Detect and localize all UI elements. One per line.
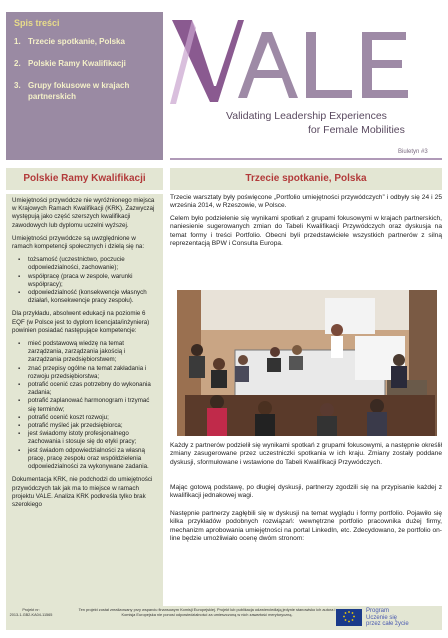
right-paragraph-5: Następnie partnerzy zagłębili się w dyskusji na temat wyglądu i formy portfolio. Pojawiło się kilka przykładów podobnych rozwiązań: wewnętrzne portfolio pracownika dużej firmy, mechanizm aprobowania umiejętności na portal LinkedIn, etc. Zdecydowano, że portfolio on-line będzie umożliwiało ocenę dwóm stronom:	[170, 510, 442, 543]
vale-logo	[170, 12, 442, 160]
right-paragraph-2: Celem było podzielenie się wynikami spotkań z grupami fokusowymi w krajach partnerskich, naniesienie sugerowanych zmian do Tabeli Kwalifikacji Przywódczych oraz dyskusja na temat formy i treści Portfolio. Obecni byli przedstawiciele wszystkich partnerów z silną reprezentacją BPW i Consulta Europa.	[170, 214, 442, 248]
program-line-2: Uczenie się	[366, 614, 398, 621]
program-label	[366, 608, 409, 628]
eu-flag-icon	[336, 609, 362, 626]
eu-stars-icon	[336, 609, 362, 626]
list-item: ▪ potrafić zaplanować harmonogram i trzymać się terminów;	[12, 397, 157, 413]
logo-letter-e	[362, 32, 408, 98]
logo-letter-a	[238, 32, 298, 98]
logo-tagline-1: Validating Leadership Experiences	[226, 110, 387, 122]
toc-list	[14, 36, 160, 113]
section-header-right: Trzecie spotkanie, Polska	[170, 168, 442, 190]
competence-list	[12, 256, 157, 305]
list-item: ▪ współpracę (praca w zespole, warunki współpracy);	[12, 273, 157, 289]
meeting-photo-illustration	[177, 290, 437, 436]
left-paragraph-4: Dokumentacja KRK, nie podchodzi do umiejętności przywódczych tak jak ma to miejsce w ramach projektu VALE. Analiza KRK podkreśla tylko brak szerokiego	[12, 476, 153, 508]
list-item: ▪ odpowiedzialność (konsekwencje własnych działań, konsekwencje pracy zespołu).	[12, 289, 157, 305]
left-column	[6, 194, 163, 606]
right-paragraph-3: Każdy z partnerów podzielił się wynikami spotkań z grupami fokusowymi, a następnie określił zmiany zasugerowane przez uczestniczki spotkania w ich kraju. Zmiany zostały poddane dyskusji, sformułowane i wstawione do Tabeli Kwalifikacji Przywódczych.	[170, 442, 442, 466]
toc-item-number: 3.	[14, 81, 21, 90]
program-line-3: przez całe życie	[366, 621, 409, 627]
list-item: ▪ tożsamość (uczestnictwo, poczucie odpowiedzialności, zachowanie);	[12, 256, 157, 272]
disclaimer: Ten projekt został zrealizowany przy wsparciu finansowym Komisji Europejskiej. Projekt lub publikacja odzwierciedlają jedynie stanowisko ich autora i Komisja Europejska nie ponosi odpowiedzialności za umieszczoną w nich zawartość merytoryczną.	[78, 607, 336, 617]
list-item: ▪ potrafić myśleć jak przedsiębiorca;	[12, 422, 157, 430]
list-item: ▪ potrafić ocenić czas potrzebny do wykonania zadania;	[12, 381, 157, 397]
toc-item-label: Polskie Ramy Kwalifikacji	[28, 59, 126, 68]
list-item: ▪ potrafić ocenić koszt rozwoju;	[12, 414, 157, 422]
list-item: ▪ znać przepisy ogólne na temat zakładania i rozwoju przedsiębiorstwa;	[12, 365, 157, 381]
issue-number: Biuletyn #3	[398, 149, 428, 155]
left-paragraph-2: Umiejętności przywódcze są uwzględnione w ramach kompetencji społecznych i dzielą się na:	[12, 234, 145, 251]
right-paragraph-1: Trzecie warsztaty były poświęcone „Portfolio umiejętności przywódczych” i odbyły się 24 i 25 września 2014, w Rzeszowie, w Polsce.	[170, 194, 442, 210]
list-item: ▪ mieć podstawową wiedzę na temat zarządzania, zarządzania jakością i zarządzania przedsiębiorstwem;	[12, 340, 157, 365]
toc-item-1[interactable]	[14, 36, 160, 47]
toc-item-number: 2.	[14, 59, 21, 68]
logo-tagline-2: for Female Mobilities	[308, 124, 405, 136]
vale-logo-mark	[170, 12, 442, 112]
toc-item-2[interactable]	[14, 58, 160, 69]
table-of-contents	[6, 12, 163, 160]
toc-item-label: Grupy fokusowe w krajach partnerskich	[28, 81, 130, 101]
logo-letter-l	[306, 32, 352, 98]
section-header-left: Polskie Ramy Kwalifikacji	[6, 168, 163, 190]
project-label: Projekt nr:	[22, 608, 40, 612]
right-column-top	[170, 194, 442, 252]
toc-item-number: 1.	[14, 37, 21, 46]
toc-title: Spis treści	[14, 18, 60, 28]
toc-item-label: Trzecie spotkanie, Polska	[28, 37, 125, 46]
program-line-1: Program	[366, 608, 390, 614]
list-item: ▪ jest świadom odpowiedzialności za własną pracę, pracę zespołu oraz współdzielenia odpowiedzialności za wykonywane zadania.	[12, 447, 157, 472]
left-paragraph-1: Umiejętności przywódcze nie wyróżnionego miejsca w Krajowych Ramach Kwalifikacji (KRK). Zazwyczaj występują jako część szerszych kwalifikacji zawodowych lub dyplomu uczelni wyższej.	[12, 197, 155, 229]
right-paragraph-4: Mając gotową podstawę, po długiej dyskusji, partnerzy zgodzili się na przypisanie każdej z kwalifikacji jednakowej wagi.	[170, 484, 442, 500]
logo-divider	[170, 158, 442, 160]
project-number-value: 2013-1-GB2-KA04-11565	[9, 613, 53, 617]
footer	[6, 606, 442, 630]
eqf-list	[12, 340, 157, 471]
list-item: ▪ jest świadomy istoty profesjonalnego zachowania i stosuje się do etyki pracy;	[12, 430, 157, 446]
meeting-photo	[177, 290, 437, 436]
left-paragraph-3: Dla przykładu, absolwent edukacji na poziomie 6 EQF (w Polsce jest to dyplom licencjata/inżyniera) powinien posiadać następujące kompetencje:	[12, 310, 150, 334]
toc-item-3[interactable]	[14, 80, 160, 102]
project-number	[6, 608, 56, 618]
